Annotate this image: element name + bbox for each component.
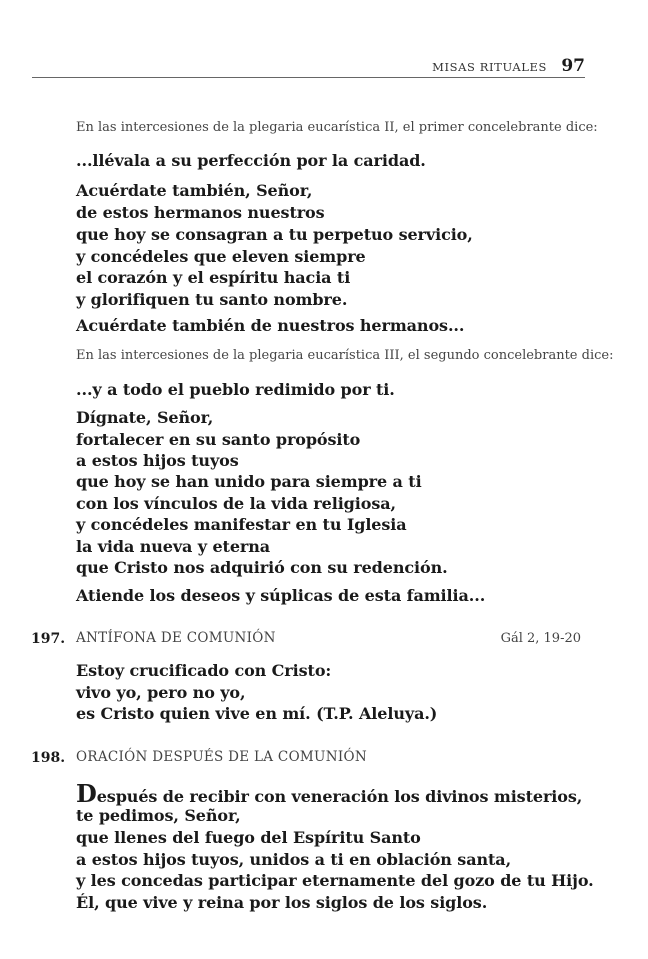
prayer-line: que llenes del fuego del Espíritu Santo <box>76 828 421 847</box>
prayer-line: ...llévala a su perfección por la caridad. <box>76 151 426 170</box>
prayer-line: el corazón y el espíritu hacia ti <box>76 268 351 287</box>
prayer-line: ...y a todo el pueblo redimido por ti. <box>76 380 395 399</box>
prayer-line: Dígnate, Señor, <box>76 408 214 427</box>
prayer-line: y glorifiquen tu santo nombre. <box>76 290 348 309</box>
prayer-line: te pedimos, Señor, <box>76 806 241 825</box>
section-number-197: 197. <box>31 631 66 647</box>
prayer-line: Atiende los deseos y súplicas de esta familia... <box>76 586 486 605</box>
prayer-line: y concédeles manifestar en tu Iglesia <box>76 515 407 534</box>
scripture-reference: Gál 2, 19-20 <box>500 631 581 646</box>
section-title-communion-antiphon: ANTÍFONA DE COMUNIÓN <box>76 630 276 646</box>
antiphon-line: vivo yo, pero no yo, <box>76 683 246 702</box>
prayer-line: Acuérdate también, Señor, <box>76 181 313 200</box>
prayer-line: a estos hijos tuyos, unidos a ti en oblación santa, <box>76 850 512 869</box>
section-title-postcommunion: ORACIÓN DESPUÉS DE LA COMUNIÓN <box>76 749 367 765</box>
page-number: 97 <box>561 56 585 76</box>
prayer-line: Él, que vive y reina por los siglos de los siglos. <box>76 893 488 912</box>
prayer-line: y les concedas participar eternamente del gozo de tu Hijo. <box>76 871 594 890</box>
prayer-first-line <box>76 779 583 808</box>
prayer-line: que Cristo nos adquirió con su redención. <box>76 558 448 577</box>
header-rule <box>32 77 585 78</box>
rubric-intercessions-iii: En las intercesiones de la plegaria eucarística III, el segundo concelebrante dice: <box>76 348 614 363</box>
prayer-line: que hoy se han unido para siempre a ti <box>76 472 422 491</box>
rubric-intercessions-ii: En las intercesiones de la plegaria eucarística II, el primer concelebrante dice: <box>76 120 598 135</box>
prayer-first-line-text: espués de recibir con veneración los divinos misterios, <box>96 787 583 806</box>
prayer-line: que hoy se consagran a tu perpetuo servicio, <box>76 225 473 244</box>
prayer-line: la vida nueva y eterna <box>76 537 271 556</box>
prayer-line: y concédeles que eleven siempre <box>76 247 366 266</box>
antiphon-line: es Cristo quien vive en mí. (T.P. Aleluya.) <box>76 704 438 723</box>
antiphon-line: Estoy crucificado con Cristo: <box>76 661 332 680</box>
drop-initial: D <box>76 779 97 808</box>
prayer-line: Acuérdate también de nuestros hermanos... <box>76 316 465 335</box>
section-number-198: 198. <box>31 750 66 766</box>
running-header <box>0 58 585 78</box>
prayer-line: de estos hermanos nuestros <box>76 203 325 222</box>
prayer-line: con los vínculos de la vida religiosa, <box>76 494 396 513</box>
running-title: MISAS RITUALES <box>432 60 547 74</box>
prayer-line: a estos hijos tuyos <box>76 451 239 470</box>
prayer-line: fortalecer en su santo propósito <box>76 430 361 449</box>
